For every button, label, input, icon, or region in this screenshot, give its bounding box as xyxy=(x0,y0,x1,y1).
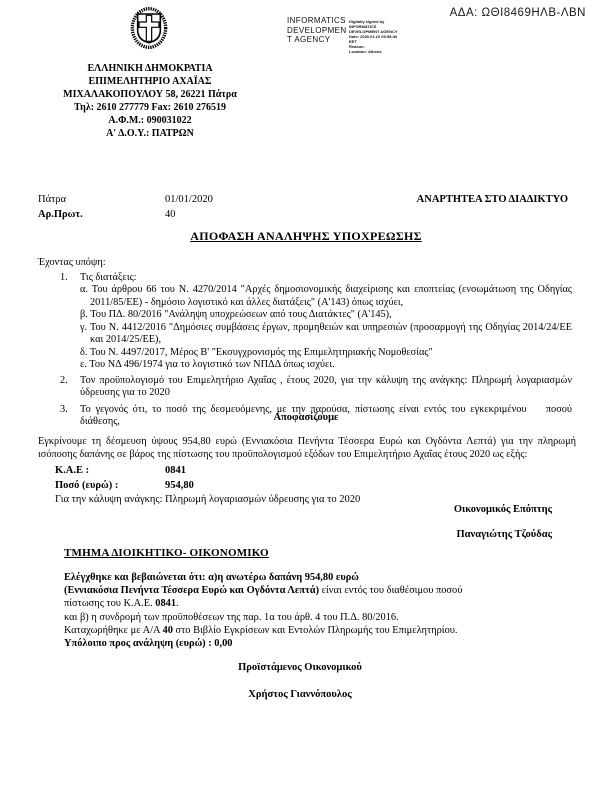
kae-label: Κ.Α.Ε : xyxy=(55,465,90,476)
verification-text: στο Βιβλίο Εγκρίσεων και Εντολών Πληρωμής του Επιμελητηρίου. xyxy=(172,624,458,636)
item-text: Τις διατάξεις: xyxy=(80,271,137,283)
table-row xyxy=(55,464,535,479)
decision-heading: Αποφασίζουμε xyxy=(273,412,339,423)
digital-signature-details xyxy=(349,19,429,54)
signature-agency-name xyxy=(287,16,349,45)
remaining-balance-value: 0,00 xyxy=(214,638,233,650)
date-value: 01/01/2020 xyxy=(165,194,213,205)
verification-text: . xyxy=(176,598,179,610)
letterhead-address: ΜΙΧΑΛΑΚΟΠΟΥΛΟΥ 58, 26221 Πάτρα xyxy=(63,89,237,100)
letterhead-afm: Α.Φ.Μ.: 090031022 xyxy=(108,115,192,126)
ada-code: ΑΔΑ: ΩΘΙ8469ΗΛΒ-ΛΒΝ xyxy=(449,7,586,19)
approver-name: Παναγιώτης Τζούδας xyxy=(456,529,552,540)
sub-item-text: Του Ν. 4497/2017, Μέρος Β' "Εκσυγχρονισμός της Επιμελητηριακής Νομοθεσίας" xyxy=(89,346,433,358)
sub-item-letter: δ. xyxy=(80,346,88,358)
signoff-role: Προϊστάμενος Οικονομικού xyxy=(238,662,362,673)
remaining-balance-label: Υπόλοιπο προς ανάληψη (ευρώ) : xyxy=(64,638,215,650)
signature-detail-line: INFORMATICS xyxy=(349,24,377,29)
department-heading: ΤΜΗΜΑ ΔΙΟΙΚΗΤΙΚΟ- ΟΙΚΟΝΟΜΙΚΟ xyxy=(64,547,269,559)
approver-role: Οικονομικός Επόπτης xyxy=(453,504,552,515)
letterhead-doy: Α' Δ.Ο.Υ.: ΠΑΤΡΩΝ xyxy=(106,128,194,139)
sub-item-letter: β. xyxy=(80,309,88,320)
protocol-label: Αρ.Πρωτ. xyxy=(38,209,83,220)
letterhead-state: ΕΛΛΗΝΙΚΗ ΔΗΜΟΚΡΑΤΙΑ xyxy=(87,63,213,74)
signature-agency-line: INFORMATICS xyxy=(287,16,346,25)
verification-text: πίστωσης του Κ.Α.Ε. xyxy=(64,598,156,610)
item-text-wrap xyxy=(80,272,572,372)
verification-kae: 0841 xyxy=(155,598,177,610)
item-text: Το γεγονός ότι, το ποσό της δεσμευόμενης, με την παρούσα, πίστωσης είναι εντός του εγκεκριμένου ποσού διάθεσης, xyxy=(80,403,575,427)
signature-detail-line: DEVELOPMENT AGENCY xyxy=(349,29,398,34)
verification-amount-words: (Εννιακόσια Πενήντα Τέσσερα Ευρώ και Ογδόντα Λεπτά) xyxy=(64,585,320,597)
verification-text: Καταχωρήθηκε με Α/Α xyxy=(64,624,163,636)
need-label: Για την κάλυψη ανάγκης: xyxy=(55,494,163,505)
verification-line xyxy=(64,597,544,610)
verification-line xyxy=(64,584,544,597)
sub-item-letter: α. xyxy=(80,284,88,295)
signoff-block xyxy=(0,662,600,700)
item-number: 2. xyxy=(60,374,68,386)
list-item xyxy=(38,375,572,400)
signature-detail-line: Reason: xyxy=(349,44,365,49)
table-row xyxy=(55,479,535,494)
considering-intro: Έχοντας υπόψη: xyxy=(38,257,106,268)
sub-item xyxy=(80,359,572,372)
considering-section xyxy=(38,257,575,429)
signoff-name: Χρήστος Γιαννόπουλος xyxy=(248,689,352,700)
item-text: Τον προϋπολογισμό του Επιμελητήριο Αχαΐας , έτους 2020, για την κάλυψη της ανάγκης: Πληρωμή λογαριασμών ύδρευσης για το 2020 xyxy=(80,374,572,398)
approver-signature-block xyxy=(454,504,552,540)
kae-value: 0841 xyxy=(165,465,186,476)
sub-item xyxy=(80,309,572,322)
list-item xyxy=(38,272,572,372)
document-title: ΑΠΟΦΑΣΗ ΑΝΑΛΗΨΗΣ ΥΠΟΧΡΕΩΣΗΣ xyxy=(190,229,422,243)
amount-label: Ποσό (ευρώ) : xyxy=(55,479,119,491)
item-number: 3. xyxy=(60,403,68,415)
sub-item-letter: ε. xyxy=(80,359,87,370)
letterhead-org: ΕΠΙΜΕΛΗΤΗΡΙΟ ΑΧΑΪΑΣ xyxy=(88,76,212,87)
publish-note: ΑΝΑΡΤΗΤΕΑ ΣΤΟ ΔΙΑΔΙΚΤΥΟ xyxy=(416,194,568,205)
item-number: 1. xyxy=(60,271,68,283)
signature-detail-line: Date: 2020.01.10 09:58:36 xyxy=(349,34,398,39)
signature-detail-line: Digitally signed by xyxy=(349,19,385,24)
sub-item-text: Του Ν. 4412/2016 "Δημόσιες συμβάσεις έργων, προμηθειών και υπηρεσιών (προσαρμογή της Οδηγίας 2014/24/ΕΕ και 2014/25/ΕΕ), xyxy=(89,321,572,345)
city-label: Πάτρα xyxy=(38,194,67,205)
letterhead-phone-fax: Τηλ: 2610 277779 Fax: 2610 276519 xyxy=(73,102,226,113)
verification-line: Ελέγχθηκε και βεβαιώνεται ότι: α)η ανωτέρω δαπάνη 954,80 ευρώ xyxy=(64,572,359,583)
verification-line: και β) η συνδρομή των προϋποθέσεων της παρ. 1α του άρθ. 4 του Π.Δ. 80/2016. xyxy=(64,611,399,623)
verification-line xyxy=(64,624,544,637)
signature-agency-line: DEVELOPMEN xyxy=(287,25,347,35)
sub-item-text: Του ΝΔ 496/1974 για το λογιστικό των ΝΠΔΔ όπως ισχύει. xyxy=(89,359,335,370)
verification-registry-number: 40 xyxy=(162,624,173,636)
sub-item xyxy=(80,284,572,309)
allocation-table xyxy=(55,464,535,508)
verification-line xyxy=(64,637,544,650)
sub-item xyxy=(80,322,572,347)
protocol-number: 40 xyxy=(165,209,176,220)
verification-text: είναι εντός του διαθέσιμου ποσού xyxy=(319,585,463,597)
signature-detail-line: Location: Athens xyxy=(349,49,382,54)
signature-detail-line: EET xyxy=(349,39,357,44)
sub-item-letter: γ. xyxy=(80,321,88,333)
verification-section xyxy=(64,571,544,650)
need-value: Πληρωμή λογαριασμών ύδρευσης για το 2020 xyxy=(165,494,361,505)
sub-item-text: Του ΠΔ. 80/2016 "Ανάληψη υποχρεώσεων από τους Διατάκτες" (Α'145), xyxy=(90,309,392,320)
signature-agency-line: T AGENCY xyxy=(287,35,331,44)
greek-coat-of-arms-icon xyxy=(129,6,169,54)
decision-paragraph: Εγκρίνουμε τη δέσμευση ύψους 954,80 ευρώ (Εννιακόσια Πενήντα Τέσσερα Ευρώ και Ογδόντα Λεπτά) για την πληρωμή ισόποσης δαπάνης σε βάρος της πίστωσης του προϋπολογισμού εξόδων του Επιμελητήριο Αχαΐας έτους 2020 ως εξής: xyxy=(38,436,576,460)
amount-value: 954,80 xyxy=(165,479,194,491)
sub-item-text: Του άρθρου 66 του Ν. 4270/2014 "Αρχές δημοσιονομικής διαχείρισης και εποπτείας (ενσωμάτωση της Οδηγίας 2011/85/ΕΕ) - δημόσιο λογιστικό και άλλες διατάξεις" (Α'143) όπως ισχύει, xyxy=(90,284,573,308)
letterhead xyxy=(30,62,270,140)
sub-item xyxy=(80,347,572,360)
